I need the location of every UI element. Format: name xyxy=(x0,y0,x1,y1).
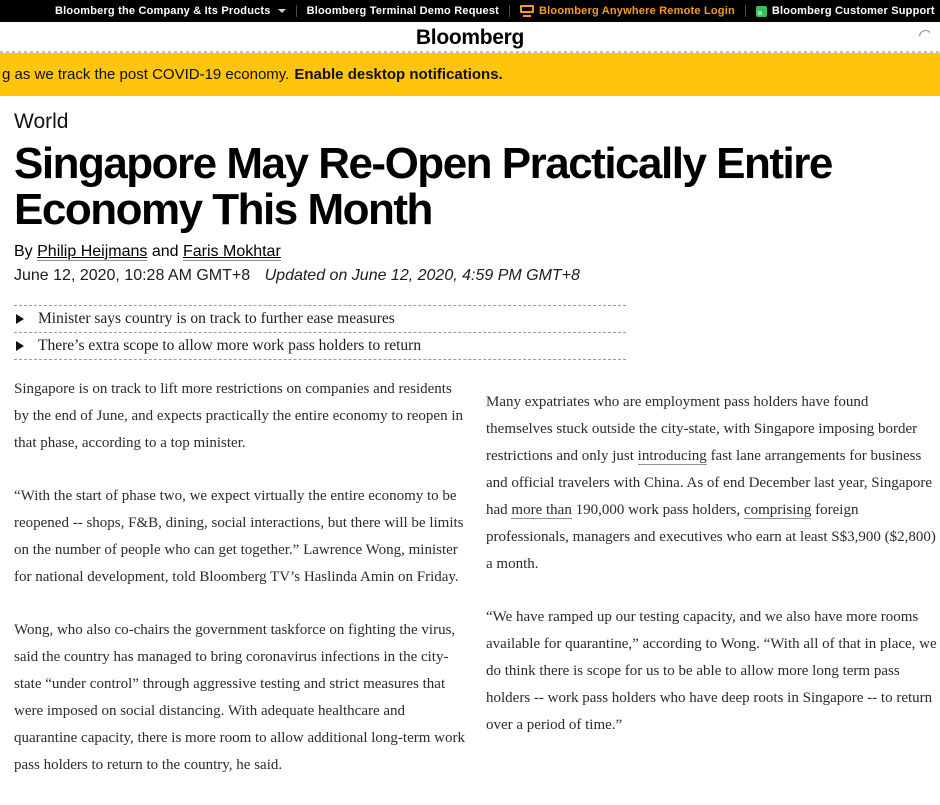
text-segment: Many expatriates who are employment pass holders have found themselves stuck outside the city-state, with Singapore imposing border restrictions and only just xyxy=(486,394,918,464)
published-timestamp: June 12, 2020, 10:28 AM GMT+8 xyxy=(14,267,251,284)
text-segment: foreign professionals, managers and executives who earn at least S$3,900 ($2,800) a month. xyxy=(486,502,936,572)
text-segment: “We have ramped up our testing capacity, and we also have more rooms available for quarantine,” according to Wong. “With all of that in place, we do think there is scope for us to be able to allow more long term pass holders -- work pass holders who have deep roots in Singapore -- to return over a period of time.” xyxy=(486,609,937,733)
bullet-arrow-icon xyxy=(16,314,24,324)
text-segment: and xyxy=(147,243,183,260)
article-column-right xyxy=(486,376,938,805)
bullet-arrow-icon xyxy=(16,341,24,351)
paragraph xyxy=(14,617,466,779)
partial-arc-icon xyxy=(919,30,930,36)
banner-message: g as we track the post COVID-19 economy. xyxy=(2,66,290,83)
masthead xyxy=(0,22,940,53)
terminal-monitor-icon xyxy=(520,5,534,17)
text-segment: 190,000 work pass holders, xyxy=(571,502,744,518)
caret-down-icon xyxy=(278,9,286,13)
paragraph xyxy=(486,604,938,739)
article-headline: Singapore May Re-Open Practically Entire Economy This Month xyxy=(14,139,832,234)
bloomberg-logo[interactable]: Bloomberg xyxy=(415,25,525,49)
updated-timestamp: Updated on June 12, 2020, 4:59 PM GMT+8 xyxy=(264,267,580,284)
category-link-world[interactable]: World xyxy=(14,110,69,133)
dateline xyxy=(14,267,938,285)
nav-customer-support-label: Bloomberg Customer Support xyxy=(771,5,935,17)
key-point-item xyxy=(14,305,626,332)
top-utility-bar xyxy=(0,0,940,22)
inline-link[interactable]: introducing xyxy=(637,448,707,464)
key-points-list xyxy=(14,305,626,360)
nav-company-products-label: Bloomberg the Company & Its Products xyxy=(55,5,271,17)
inline-link[interactable]: Philip Heijmans xyxy=(37,243,148,260)
nav-company-products[interactable] xyxy=(55,5,286,17)
paragraph xyxy=(14,376,466,457)
paragraph xyxy=(14,483,466,591)
inline-link[interactable]: comprising xyxy=(743,502,812,518)
topbar-divider xyxy=(509,5,510,17)
nav-customer-support[interactable] xyxy=(756,5,935,17)
key-point-text: Minister says country is on track to further ease measures xyxy=(38,310,395,327)
nav-anywhere-remote-login[interactable] xyxy=(520,5,735,17)
article-body xyxy=(14,376,938,805)
inline-link[interactable]: Faris Mokhtar xyxy=(182,243,281,260)
enable-notifications-link[interactable]: Enable desktop notifications. xyxy=(294,66,503,83)
text-segment: Singapore is on track to lift more restrictions on companies and residents by the end of June, and expects practically the entire economy to reopen in that phase, according to a top minister. xyxy=(14,381,464,451)
nav-terminal-demo-label: Bloomberg Terminal Demo Request xyxy=(306,5,500,17)
nav-terminal-demo-request[interactable] xyxy=(307,5,499,17)
text-segment: fast lane arrangements for business and official travelers with China. As of end December last year, Singapore had xyxy=(486,448,933,518)
key-point-item xyxy=(14,332,626,360)
text-segment: “With the start of phase two, we expect virtually the entire economy to be reopened -- shops, F&B, dining, social interactions, but there will be limits on the number of people who can get together.” Lawrence Wong, minister for national development, told Bloomberg TV’s Haslinda Amin on Friday. xyxy=(14,488,464,585)
nav-anywhere-login-label: Bloomberg Anywhere Remote Login xyxy=(539,5,735,17)
inline-link[interactable]: more than xyxy=(511,502,572,518)
article-column-left xyxy=(14,376,466,805)
topbar-divider xyxy=(296,5,297,17)
customer-support-icon xyxy=(756,6,767,17)
text-segment: Wong, who also co-chairs the government taskforce on fighting the virus, said the country has managed to bring coronavirus infections in the city-state “under control” through aggressive testing and strict measures that were imposed on social distancing. With adequate healthcare and quarantine capacity, there is more room to allow additional long-term work pass holders to return to the country, he said. xyxy=(14,622,465,773)
notification-banner xyxy=(0,53,940,96)
topbar-divider xyxy=(745,5,746,17)
key-point-text: There’s extra scope to allow more work pass holders to return xyxy=(38,337,422,354)
byline xyxy=(14,243,938,261)
paragraph xyxy=(486,389,938,578)
article-content xyxy=(0,96,940,805)
text-segment: By xyxy=(14,243,38,260)
